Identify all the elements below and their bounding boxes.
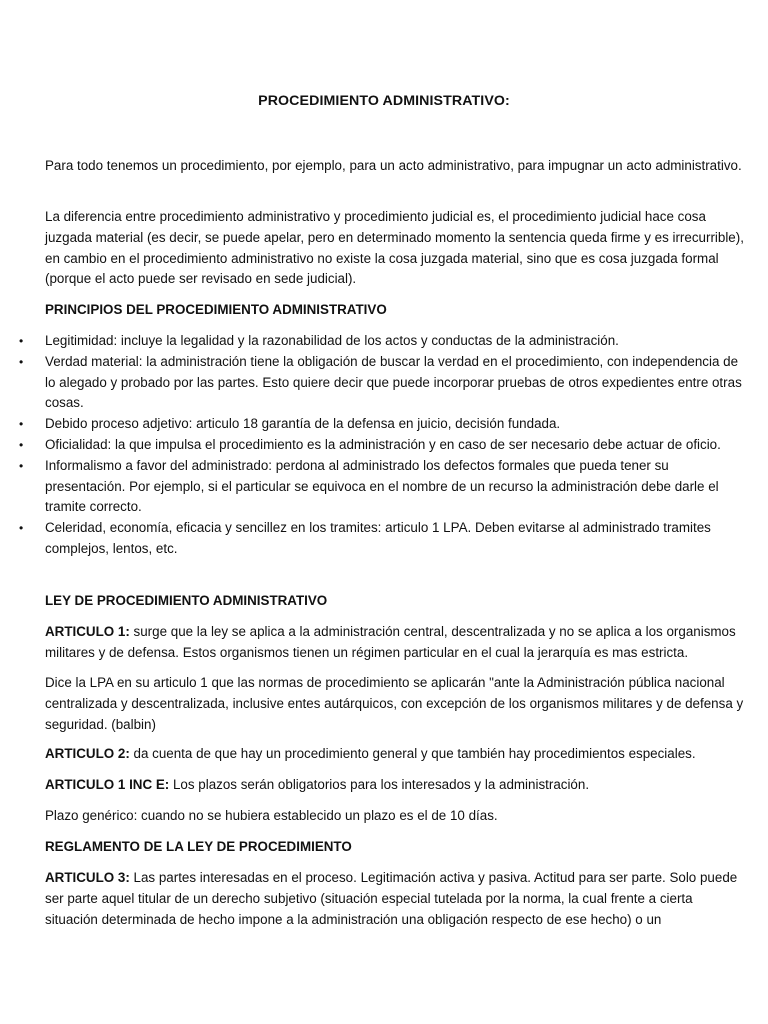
intro-paragraph-2: La diferencia entre procedimiento administrativo y procedimiento judicial es, el procedimiento judicial hace cosa juzgada material (es decir, se puede apelar, pero en determinado momento la sentencia queda firme y es irrecurrible), en cambio en el procedimiento administrativo no existe la cosa juzgada material, sino que es cosa juzgada formal (porque el acto puede ser revisado en sede judicial).	[45, 209, 744, 287]
list-item: • Debido proceso adjetivo: articulo 18 garantía de la defensa en juicio, decisión fundada.	[45, 414, 745, 435]
bullet-icon: •	[19, 437, 24, 452]
lpa-paragraph: Dice la LPA en su articulo 1 que las normas de procedimiento se aplicarán "ante la Administración pública nacional centralizada y descentralizada, inclusive entes autárquicos, con excepción de los organismos militares y de defensa y seguridad. (balbin)	[45, 675, 744, 732]
list-item: • Celeridad, economía, eficacia y sencillez en los tramites: articulo 1 LPA. Deben evitarse al administrado tramites complejos, lentos, etc.	[19, 520, 711, 556]
articulo-1-inc-e-label: ARTICULO 1 INC E:	[45, 777, 170, 792]
list-item: • Informalismo a favor del administrado: perdona al administrado los defectos formales que pueda tener su presentación. Por ejemplo, si el particular se equivoca en el nombre de un recurso la administración debe darle el tramite correcto.	[19, 457, 719, 515]
bullet-icon: •	[19, 521, 24, 536]
plazo-paragraph: Plazo genérico: cuando no se hubiera establecido un plazo es el de 10 días.	[45, 808, 498, 823]
articulo-3-label: ARTICULO 3:	[45, 870, 130, 885]
articulo-1-inc-e-text: Los plazos serán obligatorios para los interesados y la administración.	[169, 777, 590, 792]
list-item: • Legitimidad: incluye la legalidad y la razonabilidad de los actos y conductas de la administración.	[45, 331, 745, 352]
articulo-1-label: ARTICULO 1:	[45, 624, 130, 639]
bullet-icon: •	[19, 417, 24, 432]
list-item: • Oficialidad: la que impulsa el procedimiento es la administración y en caso de ser necesario debe actuar de oficio.	[45, 435, 745, 456]
articulo-3-text: Las partes interesadas en el proceso. Legitimación activa y pasiva. Actitud para ser parte. Solo puede ser parte aquel titular de un derecho subjetivo (situación especial tutelada por la norma, la cual frente a cierta situación determinada de hecho impone a la administración una obligación respecto de ese hecho) o un	[45, 870, 738, 927]
articulo-2-text: da cuenta de que hay un procedimiento general y que también hay procedimientos especiales.	[129, 746, 696, 761]
principios-heading: PRINCIPIOS DEL PROCEDIMIENTO ADMINISTRATIVO	[45, 302, 387, 317]
articulo-1-paragraph	[45, 622, 745, 664]
articulo-3-paragraph	[45, 868, 745, 930]
bullet-icon: •	[19, 354, 24, 369]
bullet-icon: •	[19, 458, 24, 473]
articulo-1-text: surge que la ley se aplica a la administración central, descentralizada y no se aplica a los organismos militares y de defensa. Estos organismos tienen un régimen particular en el cual la jerarquía es mas estricta.	[45, 624, 736, 660]
list-item: • Verdad material: la administración tiene la obligación de buscar la verdad en el procedimiento, con independencia de lo alegado y probado por las partes. Esto quiere decir que puede incorporar pruebas de otros expedientes entre otras cosas.	[19, 353, 742, 411]
intro-paragraph-1: Para todo tenemos un procedimiento, por ejemplo, para un acto administrativo, para impugnar un acto administrativo.	[45, 158, 742, 173]
ley-heading: LEY DE PROCEDIMIENTO ADMINISTRATIVO	[45, 593, 328, 608]
articulo-2-label: ARTICULO 2:	[45, 746, 130, 761]
articulo-2-paragraph	[45, 744, 745, 765]
reglamento-heading: REGLAMENTO DE LA LEY DE PROCEDIMIENTO	[45, 839, 352, 854]
bullet-icon: •	[19, 334, 24, 348]
articulo-1-inc-e-paragraph	[45, 775, 745, 796]
document-title: PROCEDIMIENTO ADMINISTRATIVO:	[258, 93, 510, 109]
principios-list	[19, 331, 745, 560]
